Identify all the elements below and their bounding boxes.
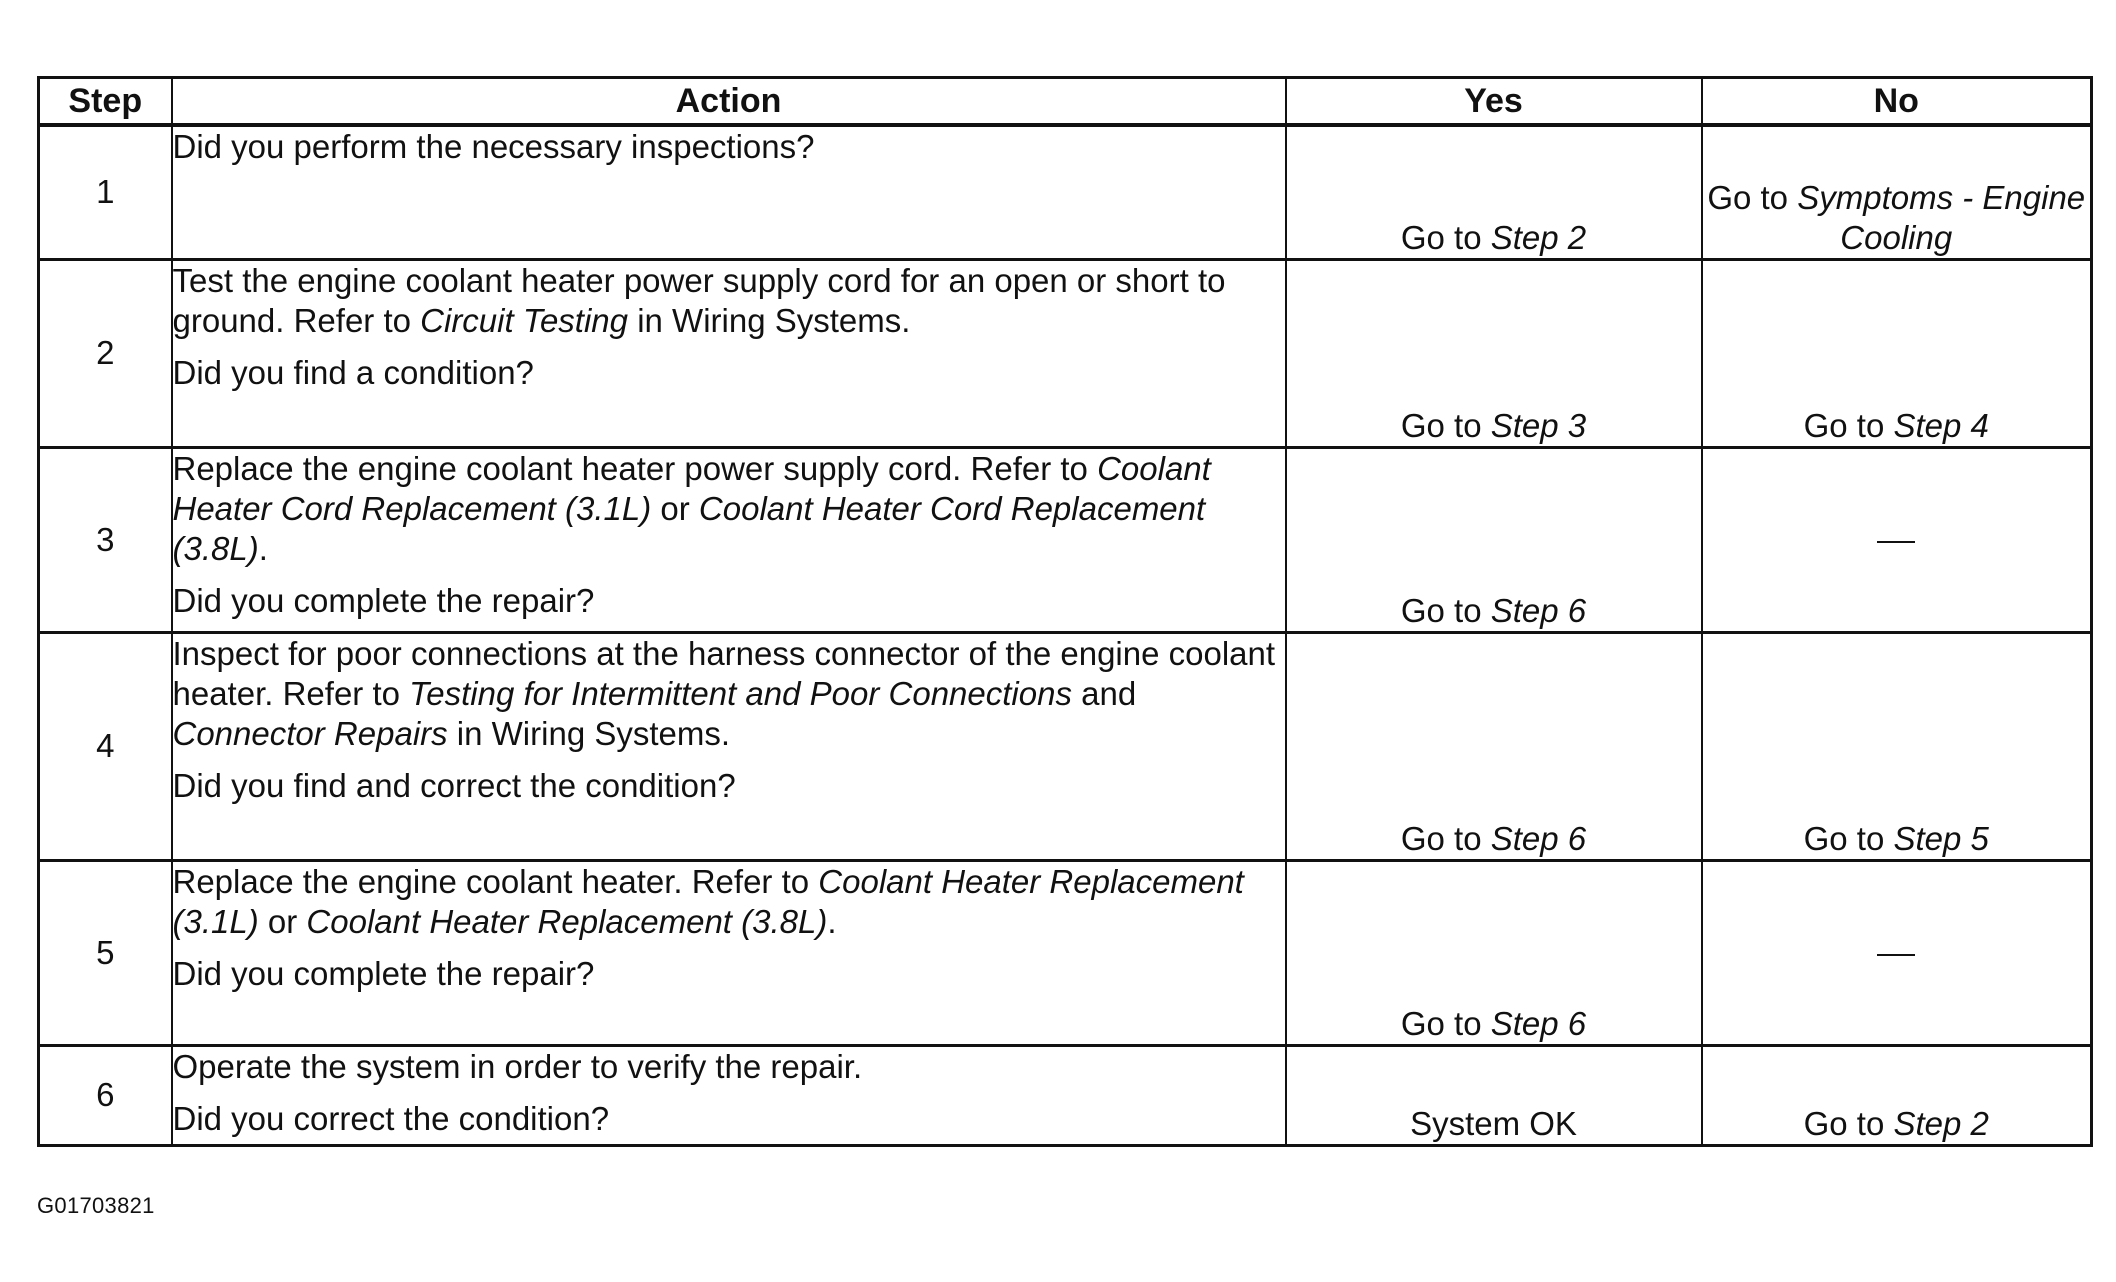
text-run: . bbox=[258, 529, 268, 567]
text-run: Go to bbox=[1400, 1004, 1491, 1042]
no-result bbox=[1702, 447, 2092, 632]
cross-reference: Step 3 bbox=[1490, 406, 1587, 444]
no-result bbox=[1702, 259, 2092, 447]
diagnostic-table bbox=[37, 76, 2093, 1147]
text-run: or bbox=[258, 902, 307, 940]
action-question: Did you complete the repair? bbox=[172, 954, 595, 992]
not-applicable-dash bbox=[1877, 541, 1915, 543]
yes-result bbox=[1286, 1045, 1702, 1145]
cross-reference: Symptoms - Engine Cooling bbox=[1797, 178, 2086, 256]
text-run: Replace the engine coolant heater. Refer to bbox=[172, 862, 819, 900]
cross-reference: Step 4 bbox=[1893, 406, 1989, 444]
yes-result bbox=[1286, 860, 1702, 1045]
step-number: 4 bbox=[39, 632, 172, 860]
action-question: Did you find a condition? bbox=[172, 353, 534, 391]
not-applicable-dash bbox=[1877, 954, 1915, 956]
cross-reference: Step 2 bbox=[1490, 218, 1587, 256]
header-step: Step bbox=[39, 78, 172, 126]
cross-reference: Coolant Heater Replacement (3.8L) bbox=[306, 902, 828, 940]
action-instruction bbox=[173, 862, 1285, 942]
cross-reference: Step 5 bbox=[1893, 819, 1989, 857]
action-question: Did you complete the repair? bbox=[172, 581, 595, 619]
text-run: . bbox=[827, 902, 837, 940]
yes-result bbox=[1286, 259, 1702, 447]
header-row bbox=[39, 78, 2092, 126]
cross-reference: Coolant Heater Cord Replacement (3.8L) bbox=[172, 489, 1206, 567]
no-result bbox=[1702, 1045, 2092, 1145]
table-row bbox=[39, 1045, 2092, 1145]
action-instruction bbox=[173, 634, 1285, 754]
text-run: or bbox=[651, 489, 699, 527]
step-number: 5 bbox=[39, 860, 172, 1045]
action-instruction bbox=[173, 449, 1285, 569]
step-number: 1 bbox=[39, 125, 172, 259]
text-run: Replace the engine coolant heater power supply cord. Refer to bbox=[172, 449, 1098, 487]
table-row bbox=[39, 632, 2092, 860]
table-body bbox=[39, 125, 2092, 1145]
table-row bbox=[39, 860, 2092, 1045]
no-result bbox=[1702, 860, 2092, 1045]
text-run: Go to bbox=[1400, 406, 1491, 444]
cross-reference: Step 2 bbox=[1893, 1104, 1989, 1142]
step-number: 6 bbox=[39, 1045, 172, 1145]
text-run: in Wiring Systems. bbox=[628, 301, 911, 339]
text-run: Test the engine coolant heater power supply cord for an open or short to ground. Refer to bbox=[172, 261, 1226, 339]
table-row bbox=[39, 125, 2092, 259]
cross-reference: Step 6 bbox=[1490, 591, 1587, 629]
table-row bbox=[39, 447, 2092, 632]
cross-reference: Testing for Intermittent and Poor Connections bbox=[409, 674, 1072, 712]
text-run: Go to bbox=[1400, 819, 1491, 857]
text-run: in Wiring Systems. bbox=[447, 714, 731, 752]
text-run: Go to bbox=[1803, 1104, 1894, 1142]
yes-result bbox=[1286, 632, 1702, 860]
text-run: System OK bbox=[1410, 1104, 1577, 1142]
yes-result bbox=[1286, 447, 1702, 632]
text-run: Go to bbox=[1400, 218, 1491, 256]
cross-reference: Circuit Testing bbox=[420, 301, 629, 339]
action-instruction bbox=[173, 261, 1285, 341]
action-cell bbox=[172, 860, 1286, 1045]
header-yes: Yes bbox=[1286, 78, 1702, 126]
text-run: Go to bbox=[1400, 591, 1491, 629]
action-instruction bbox=[173, 1047, 1285, 1087]
cross-reference: Step 6 bbox=[1490, 1004, 1587, 1042]
action-cell bbox=[172, 447, 1286, 632]
action-question: Did you find and correct the condition? bbox=[172, 766, 736, 804]
action-question: Did you perform the necessary inspections? bbox=[172, 128, 815, 165]
text-run: Inspect for poor connections at the harness connector of the engine coolant heater. Refer to bbox=[172, 634, 1276, 712]
action-cell bbox=[172, 1045, 1286, 1145]
no-result bbox=[1702, 125, 2092, 259]
cross-reference: Connector Repairs bbox=[172, 714, 448, 752]
text-run: Go to bbox=[1803, 819, 1894, 857]
cross-reference: Coolant Heater Replacement (3.1L) bbox=[172, 862, 1244, 940]
action-question: Did you correct the condition? bbox=[172, 1099, 610, 1137]
text-run: Go to bbox=[1707, 178, 1798, 216]
step-number: 3 bbox=[39, 447, 172, 632]
action-cell bbox=[172, 125, 1286, 259]
text-run: and bbox=[1071, 674, 1137, 712]
step-number: 2 bbox=[39, 259, 172, 447]
header-no: No bbox=[1702, 78, 2092, 126]
yes-result bbox=[1286, 125, 1702, 259]
cross-reference: Step 6 bbox=[1490, 819, 1587, 857]
header-action: Action bbox=[172, 78, 1286, 126]
action-cell bbox=[172, 632, 1286, 860]
text-run: Operate the system in order to verify the repair. bbox=[172, 1047, 863, 1085]
cross-reference: Coolant Heater Cord Replacement (3.1L) bbox=[172, 449, 1211, 527]
action-cell bbox=[172, 259, 1286, 447]
table-row bbox=[39, 259, 2092, 447]
text-run: Go to bbox=[1803, 406, 1894, 444]
figure-id: G01703821 bbox=[37, 1193, 155, 1218]
no-result bbox=[1702, 632, 2092, 860]
